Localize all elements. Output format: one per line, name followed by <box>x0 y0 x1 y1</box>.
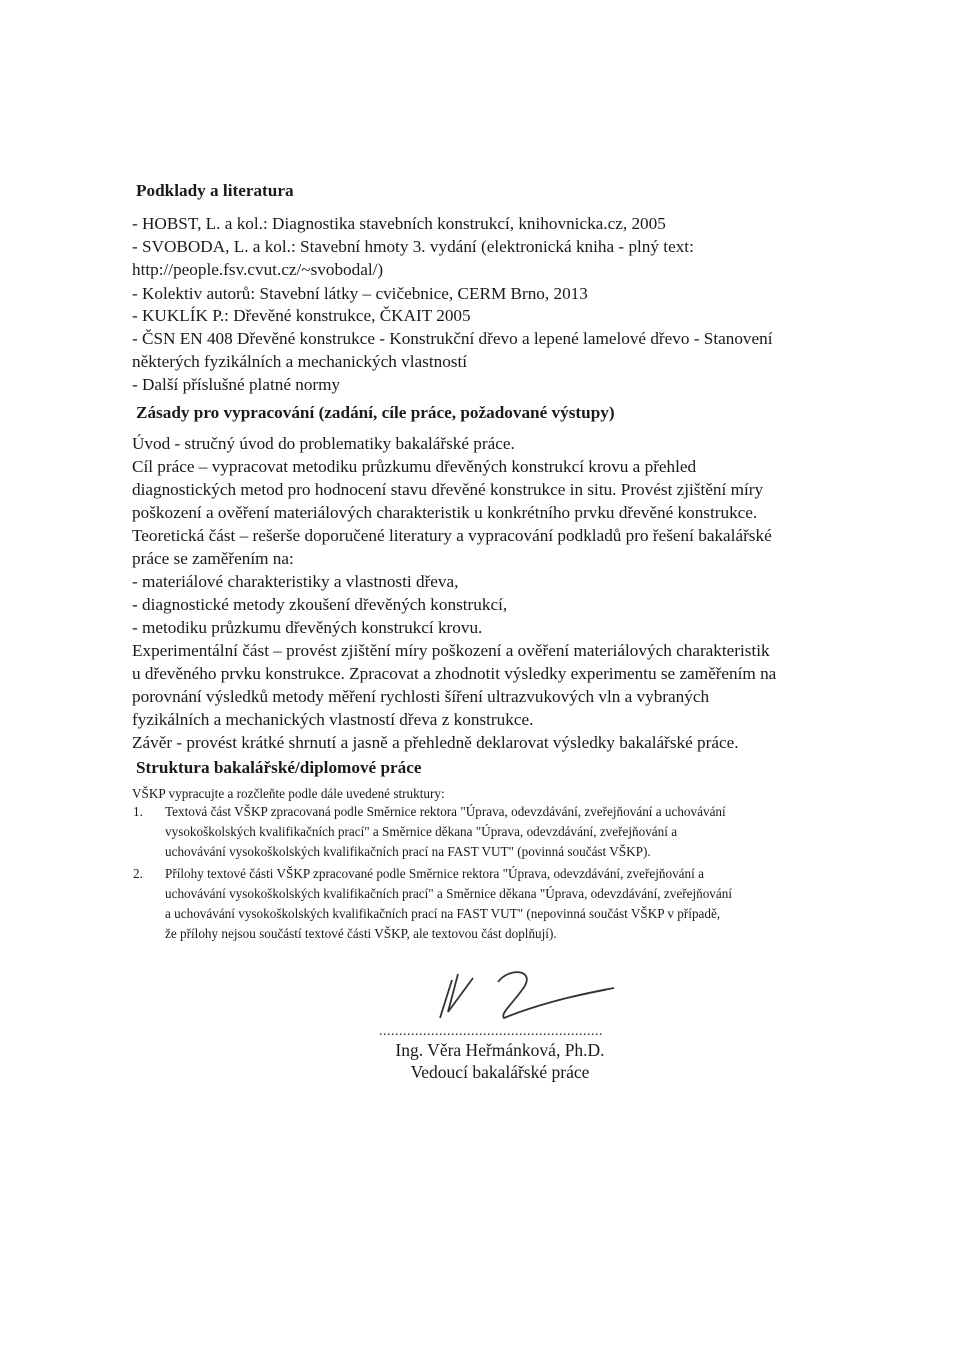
principles-line: práce se zaměřením na: <box>132 549 294 568</box>
principles-line: diagnostických metod pro hodnocení stavu dřevěné konstrukce in situ. Provést zjištění míry <box>132 480 764 499</box>
literature-line: - KUKLÍK P.: Dřevěné konstrukce, ČKAIT 2005 <box>132 306 471 325</box>
literature-line: - SVOBODA, L. a kol.: Stavební hmoty 3. vydání (elektronická kniha - plný text: <box>132 237 694 256</box>
principles-line: Cíl práce – vypracovat metodiku průzkumu dřevěných konstrukcí krovu a přehled <box>132 457 697 476</box>
literature-line: - ČSN EN 408 Dřevěné konstrukce - Konstrukční dřevo a lepené lamelové dřevo - Stanovení <box>132 329 773 348</box>
structure-item-number: 2. <box>133 866 143 881</box>
structure-item-line: uchovávání vysokoškolských kvalifikačních prací na FAST VUT" (povinná součást VŠKP). <box>165 844 651 859</box>
principles-line: - diagnostické metody zkoušení dřevěných konstrukcí, <box>132 595 508 614</box>
structure-item-line: a uchovávání vysokoškolských kvalifikačních prací na FAST VUT" (nepovinná součást VŠKP v případě, <box>165 906 721 921</box>
structure-item-line: že přílohy nejsou součástí textové části VŠKP, ale textovou část doplňují). <box>165 926 557 941</box>
literature-line: http://people.fsv.cvut.cz/~svobodal/) <box>132 260 384 279</box>
principles-line: poškození a ověření materiálových charakteristik u konkrétního prvku dřevěné konstrukce. <box>132 503 758 522</box>
literature-line: - Kolektiv autorů: Stavební látky – cvičebnice, CERM Brno, 2013 <box>132 284 588 303</box>
principles-line: Experimentální část – provést zjištění míry poškození a ověření materiálových charakteristik <box>132 641 770 660</box>
structure-item-line: Textová část VŠKP zpracovaná podle Směrnice rektora "Úprava, odevzdávání, zveřejňování a uchovávání <box>165 804 726 819</box>
principles-line: porovnání výsledků metody měření rychlosti šíření ultrazvukových vln a vybraných <box>132 687 710 706</box>
principles-line: fyzikálních a mechanických vlastností dřeva z konstrukce. <box>132 710 534 729</box>
structure-heading: Struktura bakalářské/diplomové práce <box>136 758 422 777</box>
principles-line: - metodiku průzkumu dřevěných konstrukcí krovu. <box>132 618 483 637</box>
structure-item-line: vysokoškolských kvalifikačních prací" a Směrnice děkana "Úprava, odevzdávání, zveřejňování a <box>165 824 678 839</box>
handwritten-signature <box>418 960 618 1030</box>
principles-line: - materiálové charakteristiky a vlastnosti dřeva, <box>132 572 459 591</box>
structure-intro: VŠKP vypracujte a rozčleňte podle dále uvedené struktury: <box>132 786 445 801</box>
literature-heading: Podklady a literatura <box>136 181 294 200</box>
principles-line: Úvod - stručný úvod do problematiky bakalářské práce. <box>132 434 515 453</box>
principles-line: Teoretická část – rešerše doporučené literatury a vypracování podkladů pro řešení bakalářské <box>132 526 772 545</box>
literature-line: - Další příslušné platné normy <box>132 375 341 394</box>
principles-line: Závěr - provést krátké shrnutí a jasně a přehledně deklarovat výsledky bakalářské práce. <box>132 733 739 752</box>
structure-item-line: Přílohy textové části VŠKP zpracované podle Směrnice rektora "Úprava, odevzdávání, zveřejňování a <box>165 866 704 881</box>
principles-line: u dřevěného prvku konstrukce. Zpracovat a zhodnotit výsledky experimentu se zaměřením na <box>132 664 777 683</box>
literature-line: - HOBST, L. a kol.: Diagnostika stavebních konstrukcí, knihovnicka.cz, 2005 <box>132 214 666 233</box>
principles-heading: Zásady pro vypracování (zadání, cíle práce, požadované výstupy) <box>136 403 615 422</box>
supervisor-name: Ing. Věra Heřmánková, Ph.D. <box>395 1040 605 1060</box>
supervisor-role: Vedoucí bakalářské práce <box>410 1062 590 1082</box>
literature-line: některých fyzikálních a mechanických vlastností <box>132 352 468 371</box>
structure-item-number: 1. <box>133 804 143 819</box>
signature-dotted-line: ........................................................ <box>379 1024 603 1039</box>
structure-item-line: uchovávání vysokoškolských kvalifikačních prací" a Směrnice děkana "Úprava, odevzdávání, zveřejňování <box>165 886 732 901</box>
